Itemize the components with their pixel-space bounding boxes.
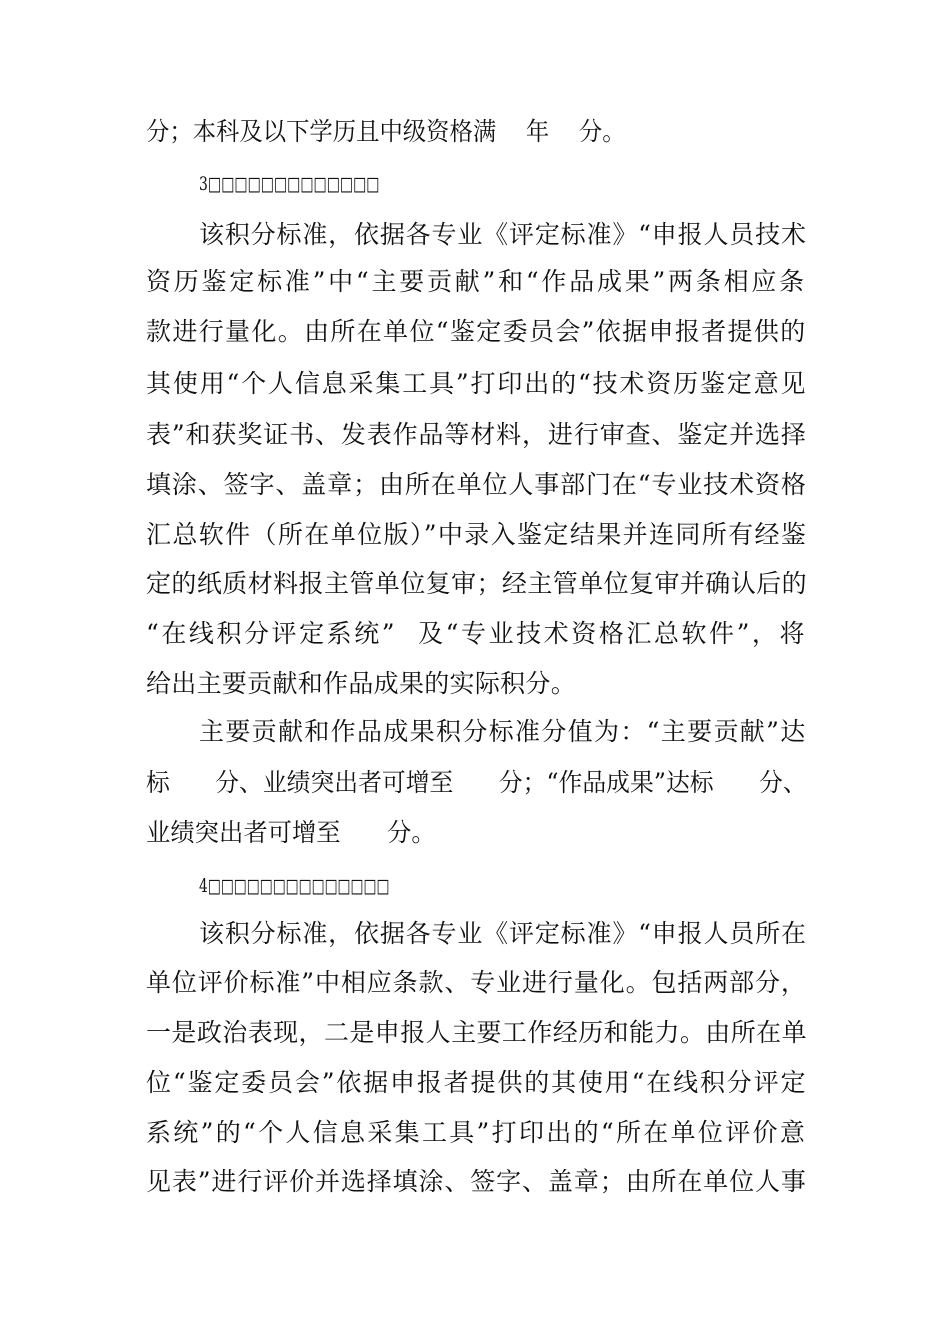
text-line-1: 分；本科及以下学历且中级资格满 年 分。 [146, 117, 626, 146]
text-line-7: 表”和获奖证书、发表作品等材料，进行审查、鉴定并选择 [146, 420, 807, 449]
text-line-12: 给出主要贡献和作品成果的实际积分。 [146, 669, 577, 698]
text-line-5: 款进行量化。由所在单位“鉴定委员会”依据申报者提供的 [146, 317, 807, 346]
text-line-22: 见表”进行评价并选择填涂、签字、盖章；由所在单位人事 [146, 1167, 807, 1196]
text-line-17: 该积分标准，依据各专业《评定标准》“申报人员所在 [199, 919, 807, 948]
text-line-4: 资历鉴定标准”中“主要贡献”和“作品成果”两条相应条 [146, 267, 807, 296]
text-line-21: 系统”的“个人信息采集工具”打印出的“所在单位评价意 [146, 1118, 808, 1147]
text-line-3: 该积分标准，依据各专业《评定标准》“申报人员技术 [199, 220, 807, 249]
section-heading-4: 4□□□□□□□□□□□□□□ [199, 875, 390, 897]
text-line-6: 其使用“个人信息采集工具”打印出的“技术资历鉴定意见 [146, 369, 808, 398]
text-line-20: 位“鉴定委员会”依据申报者提供的其使用“在线积分评定 [146, 1068, 808, 1097]
text-line-14: 标 分、业绩突出者可增至 分；“作品成果”达标 分、 [146, 768, 807, 797]
section-heading-3: 3□□□□□□□□□□□□□ [199, 173, 380, 195]
text-line-11: “在线积分评定系统” 及“专业技术资格汇总软件”，将 [146, 619, 808, 648]
text-line-9: 汇总软件（所在单位版）”中录入鉴定结果并连同所有经鉴 [146, 520, 808, 549]
text-line-10: 定的纸质材料报主管单位复审；经主管单位复审并确认后的 [146, 569, 808, 598]
text-line-15: 业绩突出者可增至 分。 [146, 818, 436, 847]
text-line-8: 填涂、签字、盖章；由所在单位人事部门在“专业技术资格 [146, 470, 807, 499]
text-line-13: 主要贡献和作品成果积分标准分值为：“主要贡献”达 [199, 717, 807, 746]
text-line-19: 一是政治表现，二是申报人主要工作经历和能力。由所在单 [146, 1018, 808, 1047]
text-line-18: 单位评价标准”中相应条款、专业进行量化。包括两部分， [146, 968, 807, 997]
